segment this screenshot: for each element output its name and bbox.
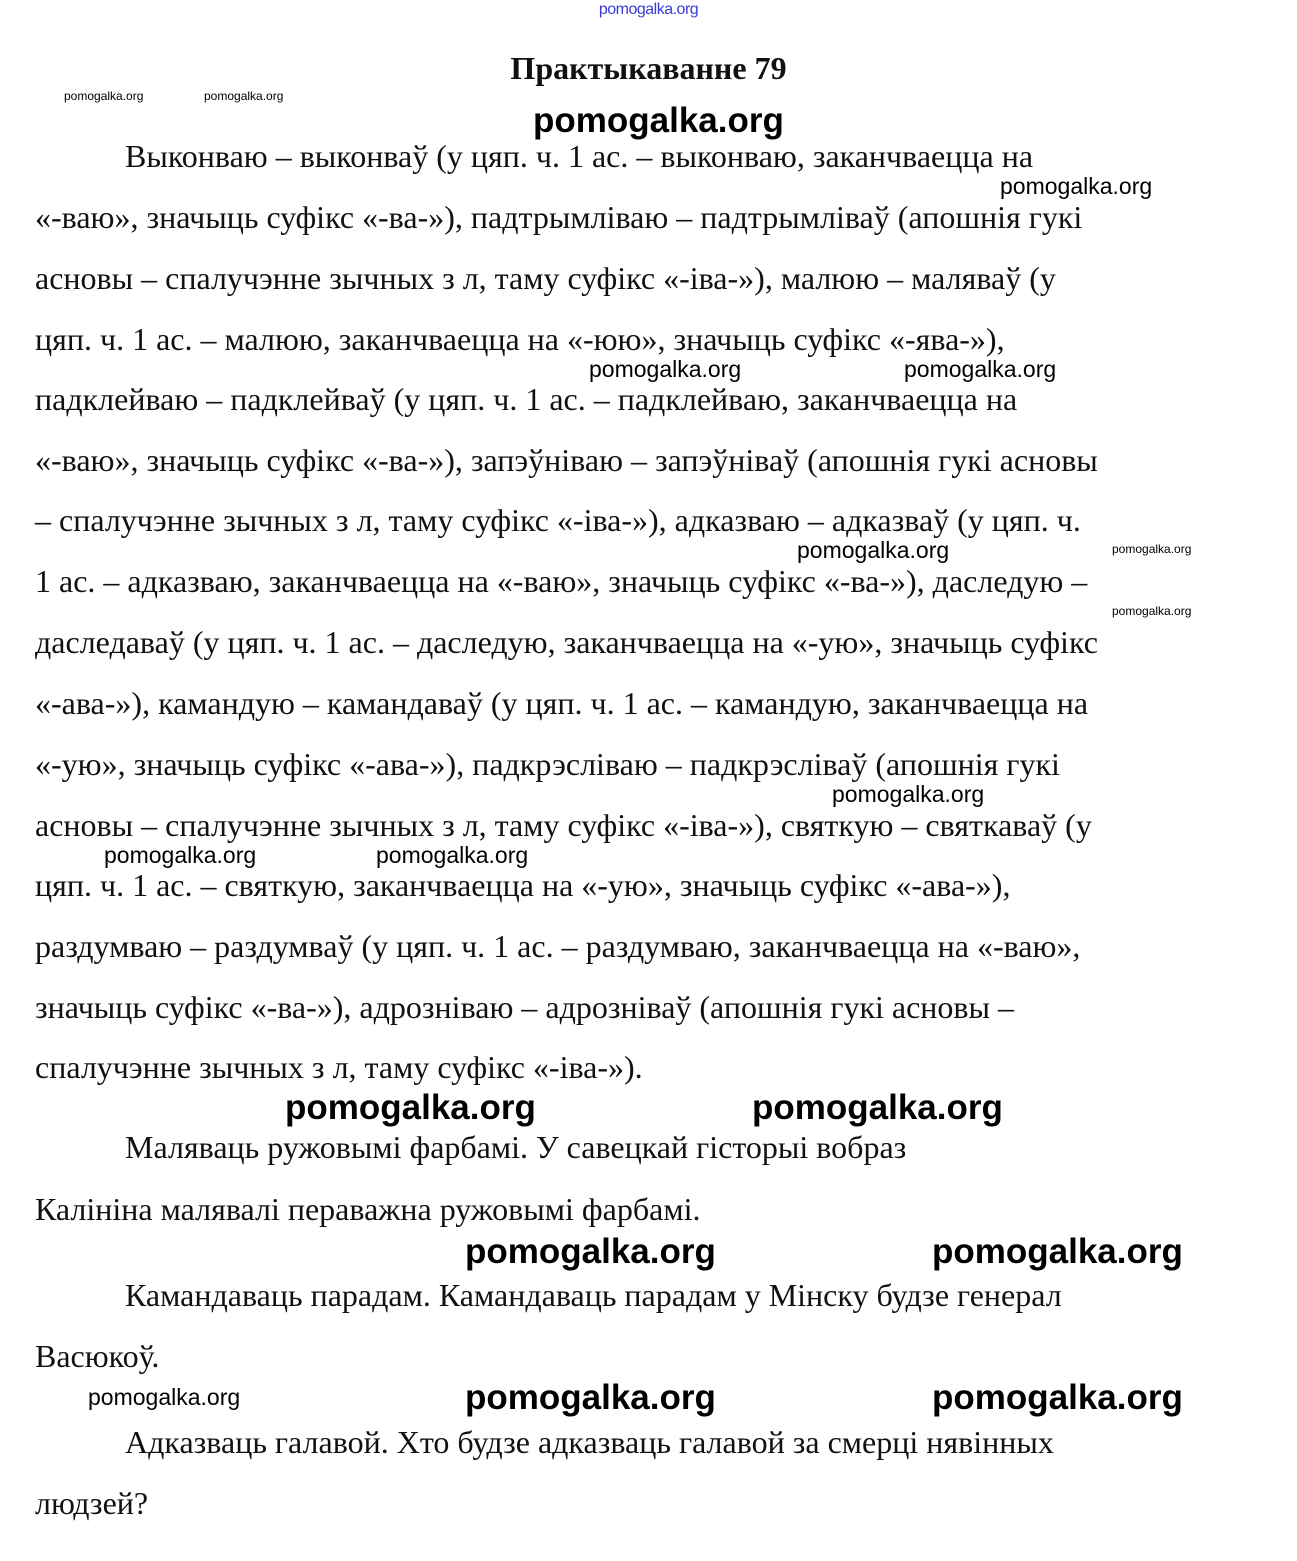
watermark: pomogalka.org — [465, 1232, 716, 1271]
watermark: pomogalka.org — [752, 1088, 1003, 1127]
watermark: pomogalka.org — [285, 1088, 536, 1127]
text-line: цяп. ч. 1 ас. – малюю, заканчваецца на «-юю», значыць суфікс «-ява-»), — [35, 321, 1005, 357]
header-watermark: pomogalka.org — [598, 1, 699, 18]
watermark: pomogalka.org — [104, 842, 257, 868]
example-line: Камандаваць парадам. Камандаваць парадам у Мінску будзе генерал — [125, 1277, 1062, 1313]
text-line: цяп. ч. 1 ас. – святкую, заканчваецца на «-ую», значыць суфікс «-ава-»), — [35, 867, 1011, 903]
text-line: асновы – спалучэнне зычных з л, таму суфікс «-іва-»), малюю – маляваў (у — [35, 260, 1056, 296]
watermark: pomogalka.org — [932, 1378, 1183, 1417]
example-line: Маляваць ружовымі фарбамі. У савецкай гісторыі вобраз — [125, 1129, 907, 1165]
watermark: pomogalka.org — [533, 101, 784, 140]
example-line: людзей? — [35, 1485, 149, 1521]
example-line: Калініна малявалі пераважна ружовымі фарбамі. — [35, 1191, 701, 1227]
watermark: pomogalka.org — [88, 1384, 241, 1410]
text-line: значыць суфікс «-ва-»), адрозніваю – адрозніваў (апошнія гукі асновы – — [35, 989, 1015, 1025]
text-line: «-ваю», значыць суфікс «-ва-»), падтрымліваю – падтрымліваў (апошнія гукі — [35, 199, 1083, 235]
text-line: падклейваю – падклейваў (у цяп. ч. 1 ас. – падклейваю, заканчваецца на — [35, 381, 1018, 417]
text-line: даследаваў (у цяп. ч. 1 ас. – даследую, заканчваецца на «-ую», значыць суфікс — [35, 624, 1098, 660]
watermark: pomogalka.org — [1112, 604, 1192, 618]
page-title: Практыкаванне 79 — [510, 50, 787, 86]
watermark: pomogalka.org — [797, 537, 950, 563]
text-line: Выконваю – выконваў (у цяп. ч. 1 ас. – выконваю, заканчваецца на — [125, 138, 1034, 174]
text-line: «-ава-»), камандую – камандаваў (у цяп. ч. 1 ас. – камандую, заканчваецца на — [35, 685, 1089, 721]
watermark: pomogalka.org — [1112, 542, 1192, 556]
watermark: pomogalka.org — [204, 89, 284, 103]
watermark: pomogalka.org — [904, 356, 1057, 382]
text-line: «-ваю», значыць суфікс «-ва-»), запэўніваю – запэўніваў (апошнія гукі асновы — [35, 442, 1098, 478]
watermark: pomogalka.org — [932, 1232, 1183, 1271]
watermark: pomogalka.org — [1000, 173, 1153, 199]
text-line: «-ую», значыць суфікс «-ава-»), падкрэсліваю – падкрэсліваў (апошнія гукі — [35, 746, 1060, 782]
text-line: – спалучэнне зычных з л, таму суфікс «-іва-»), адказваю – адказваў (у цяп. ч. — [35, 502, 1081, 538]
text-line: раздумваю – раздумваў (у цяп. ч. 1 ас. – раздумваю, заканчваецца на «-ваю», — [35, 928, 1081, 964]
text-line: 1 ас. – адказваю, заканчваецца на «-ваю», значыць суфікс «-ва-»), даследую – — [35, 563, 1088, 599]
text-line: спалучэнне зычных з л, таму суфікс «-іва-»). — [35, 1049, 643, 1085]
watermark: pomogalka.org — [589, 356, 742, 382]
example-line: Адказваць галавой. Хто будзе адказваць галавой за смерці нявінных — [125, 1424, 1054, 1460]
watermark: pomogalka.org — [832, 781, 985, 807]
watermark: pomogalka.org — [465, 1378, 716, 1417]
watermark: pomogalka.org — [64, 89, 144, 103]
text-line: асновы – спалучэнне зычных з л, таму суфікс «-іва-»), святкую – святкаваў (у — [35, 807, 1092, 843]
watermark: pomogalka.org — [376, 842, 529, 868]
example-line: Васюкоў. — [35, 1338, 160, 1374]
